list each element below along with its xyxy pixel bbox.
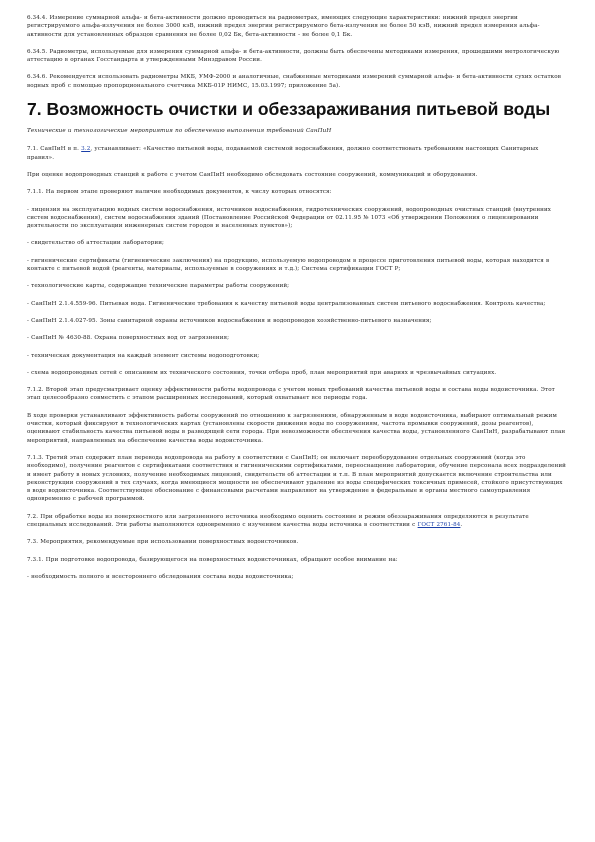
paragraph-inspection-intro: При оценке водопроводных станций к работе с учетом СанПиН необходимо обследовать состояние сооружений, коммуникаций и оборудования. [27,171,478,178]
section-heading: 7. Возможность очистки и обеззараживания питьевой воды [27,99,551,120]
list-item-sanpin-4630: - СанПиН № 4630-88. Охрана поверхностных вод от загрязнения; [27,335,230,342]
link-gost-2761-84[interactable]: ГОСТ 2761-84 [417,521,461,528]
paragraph-6-34-6: 6.34.6. Рекомендуется использовать радиометры МКБ, УМФ-2000 и аналогичные, снабженные методиками измерений суммарной альфа- и бета-активности сухих остатков водных проб с помощью пропорционального счетчика МКБ-01Р НИМС, 15.03.1997; приложение 5а). [27,74,561,89]
paragraph-6-34-5: 6.34.5. Радиометры, используемые для измерения суммарной альфа- и бета-активности, должны быть обеспечены методиками измерения, прошедшими метрологическую аттестацию в органах Госстандарта и утвержденными Минздравом России. [27,48,560,64]
document-page [27,14,567,590]
paragraph-7-2-text-before: 7.2. При обработке воды из поверхностного или загрязненного источника необходимо оценить состояние и режим обеззараживания определяются в результате специальных исследований. Эти работы выполняются одновременно с изучением качества воды источника в соответствии с [27,513,529,528]
paragraph-6-34-4: 6.34.4. Измерение суммарной альфа- и бета-активности должно проводиться на радиометрах, имеющих следующие характеристики: нижний предел энергии регистрируемого альфа-излучения не более 3000 кэВ, нижний предел энергии регистрируемого бета-излучения не более 50 кэВ, нижний предел измерения альфа-активности для установленных образцов сравнения не более 0,02 Бк, бета-активности - не более 0,1 Бк. [27,15,540,38]
list-item-source-survey: - необходимость полного и всестороннего обследования состава воды водоисточника; [27,573,294,580]
link-clause-3-2[interactable]: 3.2 [81,146,91,153]
paragraph-7-3-1: 7.3.1. При подготовке водопровода, базирующегося на поверхностных водоисточниках, обращают особое внимание на: [27,556,398,563]
list-item-sanpin-027: - СанПиН 2.1.4.027-95. Зоны санитарной охраны источников водоснабжения и водопроводов хозяйственно-питьевого назначения; [27,317,432,324]
list-item-hygiene-certificates: - гигиенические сертификаты (гигиенические заключения) на продукцию, используемую водопроводом в процессе приготовления питьевой воды, которая находится в контакте с питьевой водой (реагенты, материалы, используемые в сооружениях и т.д.); Система сертификации ГОСТ Р; [27,257,550,273]
paragraph-inspection-results: В ходе проверки устанавливают эффективность работы сооружений по отношению к загрязнениям, обнаруженным в воде водоисточника, выбирают оптимальный режим очистки, который фиксируют в технологических картах (установлены скорости движения воды по сооружениям, частота промывки сооружений, дозы реагентов), оценивают стабильность качества питьевой воды в разводящей сети города. При невозможности обеспечения качества воды, установленного СанПиН, разрабатывают план мероприятий, направленных на обеспечение качества воды водоисточника. [27,412,566,444]
list-item-sanpin-559: - СанПиН 2.1.4.559-96. Питьевая вода. Гигиенические требования к качеству питьевой воды централизованных систем питьевого водоснабжения. Контроль качества; [27,300,546,307]
list-item-license: - лицензия на эксплуатацию водных систем водоснабжения, источников водоснабжения, гидротехнических сооружений, водопроводных очистных станций (внутренних систем водоснабжения), систем водоснабжения зданий (Постановление Российской Федерации от 02.11.95 № 1073 «Об утверждении Положения о лицензировании деятельности по эксплуатации инженерных систем городов и населенных пунктов»); [27,206,552,230]
paragraph-7-1-3: 7.1.3. Третий этап содержит план перевода водопровода на работу в соответствии с СанПиН; он включает переоборудование отдельных сооружений (когда это необходимо), получение реагентов с сертификатами соответствия и гигиеническими сертификатами, переоснащение лаборатории, обучение персонала всех подразделений и имеет работу в новых условиях, получение необходимых лицензий, свидетельств об аттестации и т.п. В план мероприятий допускается включение строительства или реконструкции сооружений в тех случаях, когда имеющиеся мощности не обеспечивают удаление из воды специфических токсичных примесей, стойкого присутствующих в воде водоисточника. Соответствующее обоснование с финансовыми расчетами направляют на утверждение в федеральные и органы местного самоуправления одновременно с рабочей программой. [27,454,566,503]
section-subtitle: Технические и технологические мероприятия по обеспечению выполнения требований СанПиН [27,128,332,135]
paragraph-7-1-1: 7.1.1. На первом этапе проверяют наличие необходимых документов, к числу которых относятся: [27,189,332,196]
paragraph-7-1-text-before: 7.1. СанПиН в п. [27,146,82,153]
paragraph-7-2 [27,513,567,530]
paragraph-7-1-2: 7.1.2. Второй этап предусматривает оценку эффективности работы водопровода с учетом новых требований качества питьевой воды и состава воды водоисточника. Этот этап целесообразно совместить с этапом расширенных исследований, который охватывает все периоды года. [27,387,555,402]
list-item-network-scheme: - схема водопроводных сетей с описанием их технического состояния, точки отбора проб, план мероприятий при авариях и чрезвычайных ситуациях. [27,369,497,376]
list-item-lab-certificate: - свидетельство об аттестации лаборатории; [27,240,165,247]
list-item-tech-cards: - технологические карты, содержащие технические параметры работы сооружений; [27,283,290,290]
paragraph-7-1 [27,145,567,162]
list-item-tech-docs: - техническая документация на каждый элемент системы водоподготовки; [27,352,260,359]
paragraph-7-1-text-after: , устанавливает: «Качество питьевой воды, подаваемой системой водоснабжения, должно соответствовать требованиям настоящих Санитарных правил». [27,146,539,161]
paragraph-7-3: 7.3. Мероприятия, рекомендуемые при использовании поверхностных водоисточников. [27,539,299,546]
paragraph-7-2-text-after: . [460,521,463,528]
